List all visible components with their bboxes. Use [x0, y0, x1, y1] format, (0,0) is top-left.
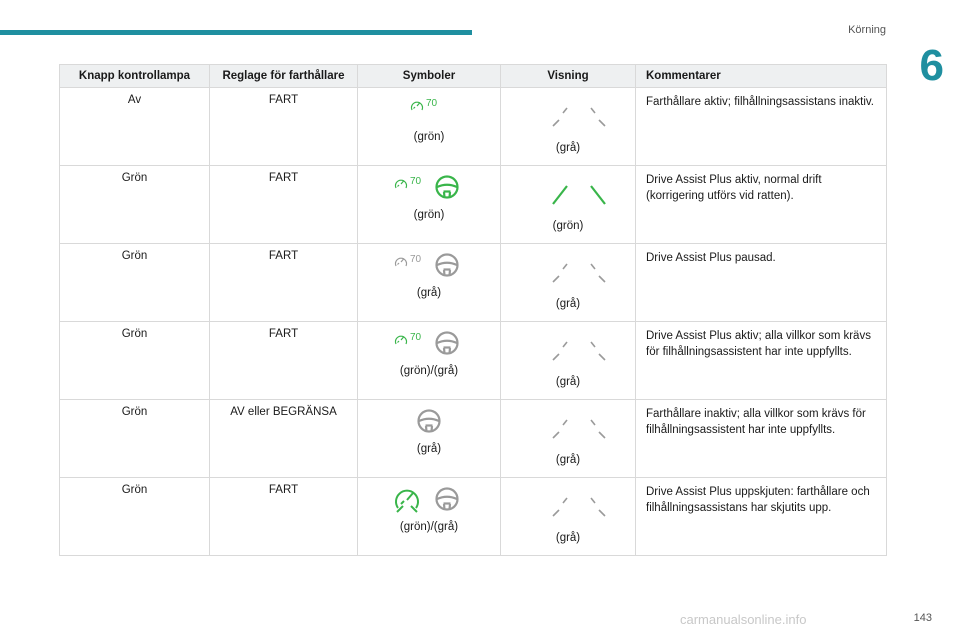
cruise-control-icon: 70	[410, 98, 450, 114]
steering-wheel-icon	[434, 486, 460, 512]
lamp-cell: Grön	[60, 244, 210, 322]
symbols-cell	[358, 322, 501, 400]
lamp-cell: Av	[60, 88, 210, 166]
display-caption: (grå)	[555, 298, 581, 310]
display-cell	[501, 244, 636, 322]
lane-marking-icon	[549, 258, 609, 284]
column-header: Kommentarer	[636, 65, 887, 88]
display-caption: (grå)	[555, 142, 581, 154]
symbols-cell	[358, 166, 501, 244]
table-row	[60, 166, 887, 244]
display-caption: (grå)	[555, 532, 581, 544]
column-header: Reglage för farthållare	[210, 65, 358, 88]
symbols-caption: (grön)	[413, 209, 445, 221]
cruise-control-icon: 70	[394, 176, 434, 192]
control-cell: FART	[210, 244, 358, 322]
comment-cell: Farthållare inaktiv; alla villkor som krävs för filhållningsassistent har inte uppfyllts.	[636, 400, 887, 478]
display-cell	[501, 478, 636, 556]
control-cell: FART	[210, 478, 358, 556]
symbols-caption: (grå)	[416, 287, 442, 299]
cruise-control-icon: 70	[394, 254, 434, 270]
steering-wheel-icon	[434, 330, 460, 356]
symbols-cell	[358, 478, 501, 556]
table-header-row	[60, 65, 887, 88]
control-cell: FART	[210, 322, 358, 400]
indicator-table	[59, 64, 887, 556]
column-header: Visning	[501, 65, 636, 88]
chapter-number: 6	[919, 41, 944, 90]
control-cell: FART	[210, 166, 358, 244]
cruise-control-icon	[394, 486, 420, 514]
watermark: carmanualsonline.info	[680, 612, 807, 627]
comment-cell: Drive Assist Plus pausad.	[636, 244, 887, 322]
lane-marking-icon	[549, 180, 609, 206]
comment-cell: Drive Assist Plus aktiv, normal drift (korrigering utförs vid ratten).	[636, 166, 887, 244]
comment-cell: Farthållare aktiv; filhållningsassistans inaktiv.	[636, 88, 887, 166]
symbols-cell	[358, 88, 501, 166]
symbols-cell	[358, 244, 501, 322]
display-cell	[501, 400, 636, 478]
display-caption: (grå)	[555, 376, 581, 388]
column-header: Symboler	[358, 65, 501, 88]
symbols-caption: (grön)/(grå)	[399, 365, 459, 377]
table-row	[60, 88, 887, 166]
lane-marking-icon	[549, 336, 609, 362]
lane-marking-icon	[549, 414, 609, 440]
lane-marking-icon	[549, 102, 609, 128]
display-cell	[501, 166, 636, 244]
comment-cell: Drive Assist Plus aktiv; alla villkor som krävs för filhållningsassistent har inte uppfyllts.	[636, 322, 887, 400]
display-cell	[501, 322, 636, 400]
chapter-accent-bar	[0, 30, 472, 35]
symbols-cell	[358, 400, 501, 478]
steering-wheel-icon	[434, 174, 460, 200]
comment-cell: Drive Assist Plus uppskjuten: farthållare och filhållningsassistans har skjutits upp.	[636, 478, 887, 556]
steering-wheel-icon	[434, 252, 460, 278]
table-row	[60, 478, 887, 556]
symbols-caption: (grön)/(grå)	[399, 521, 459, 533]
lamp-cell: Grön	[60, 478, 210, 556]
lamp-cell: Grön	[60, 322, 210, 400]
display-caption: (grön)	[552, 220, 584, 232]
lane-marking-icon	[549, 492, 609, 518]
control-cell: AV eller BEGRÄNSA	[210, 400, 358, 478]
page-number: 143	[913, 612, 932, 624]
display-cell	[501, 88, 636, 166]
chapter-label: Körning	[848, 24, 886, 36]
control-cell: FART	[210, 88, 358, 166]
table-row	[60, 400, 887, 478]
display-caption: (grå)	[555, 454, 581, 466]
symbols-caption: (grön)	[413, 131, 445, 143]
symbols-caption: (grå)	[416, 443, 442, 455]
cruise-control-icon: 70	[394, 332, 434, 348]
column-header: Knapp kontrollampa	[60, 65, 210, 88]
lamp-cell: Grön	[60, 166, 210, 244]
lamp-cell: Grön	[60, 400, 210, 478]
table-row	[60, 322, 887, 400]
steering-wheel-icon	[416, 408, 442, 434]
table-row	[60, 244, 887, 322]
